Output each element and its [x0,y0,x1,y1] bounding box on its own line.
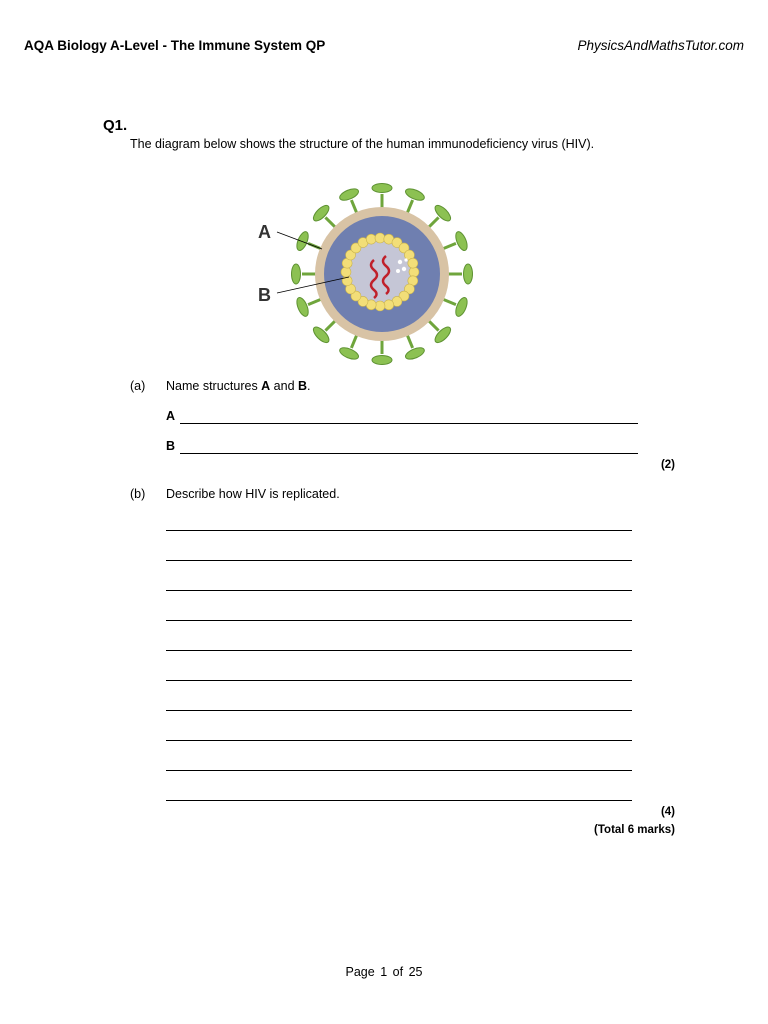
answer-a-label: A [166,409,176,423]
site-name: PhysicsAndMathsTutor.com [577,38,744,53]
question-intro: The diagram below shows the structure of the human immunodeficiency virus (HIV). [130,137,595,151]
spike-head [338,345,360,361]
of-word: of [392,965,404,979]
answer-b-label: B [166,439,176,453]
page-number: 1 [380,965,388,979]
total-marks: (Total 6 marks) [594,824,675,836]
spike-head [338,187,360,203]
enzyme-dot [398,260,402,264]
enzyme-dot [396,269,400,273]
page-word: Page [345,965,375,979]
part-a-prompt [166,379,311,393]
capsid-bead [375,233,385,243]
answer-line[interactable] [166,680,632,681]
prompt-text: and [270,379,299,393]
page-footer [0,965,768,979]
prompt-text: . [307,379,311,393]
part-a-marks: (2) [660,459,675,471]
capsid-bead [341,267,351,277]
answer-line[interactable] [166,800,632,801]
answer-line[interactable] [166,530,632,531]
answer-line[interactable] [166,740,632,741]
question-number: Q1. [103,117,128,134]
capsid-bead [384,300,394,310]
spike-head [464,264,473,284]
spike-head [292,264,301,284]
total-pages: 25 [408,965,423,979]
spike-head [372,356,392,365]
capsid-bead [366,234,376,244]
answer-line[interactable] [166,650,632,651]
spike-head [404,345,426,361]
hiv-structure-svg [252,182,492,372]
part-a-label: (a) [130,379,146,393]
prompt-bold-a: A [261,379,271,393]
spike-head [453,296,469,318]
answer-line[interactable] [166,770,632,771]
spike-head [295,296,311,318]
prompt-text: Name structures [166,379,262,393]
answer-line[interactable] [166,710,632,711]
enzyme-dot [402,267,406,271]
part-b-prompt: Describe how HIV is replicated. [166,487,340,501]
answer-line[interactable] [166,560,632,561]
enzyme-dot [404,258,407,261]
spike-head [404,187,426,203]
answer-line[interactable] [166,590,632,591]
document-title: AQA Biology A-Level - The Immune System QP [24,38,326,53]
answer-b-line[interactable] [180,453,638,454]
capsid-bead [409,267,419,277]
part-b-marks: (4) [660,806,675,818]
label-b: B [258,285,271,305]
capsid-bead [375,301,385,311]
capsid-bead [408,258,418,268]
hiv-diagram [252,182,492,377]
label-a: A [258,222,271,242]
answer-a-line[interactable] [180,423,638,424]
spike-head [453,230,469,252]
part-b-label: (b) [130,487,146,501]
prompt-bold-b: B [298,379,308,393]
spike-head [295,230,311,252]
spike-head [372,184,392,193]
answer-line[interactable] [166,620,632,621]
